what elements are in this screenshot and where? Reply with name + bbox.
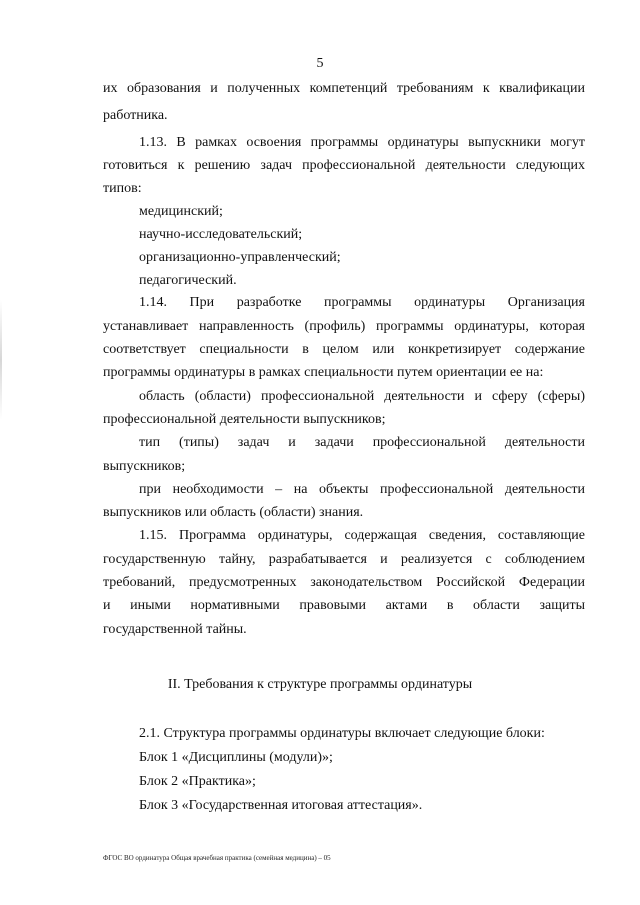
list-item: педагогический.	[139, 273, 237, 288]
text-line: тип (типы) задач и задачи профессиональной деятельности	[139, 435, 585, 450]
text-line: и иными нормативными правовыми актами в области защиты	[103, 598, 585, 613]
text-line: при необходимости – на объекты профессиональной деятельности	[139, 482, 585, 497]
text-line: требований, предусмотренных законодательством Российской Федерации	[103, 575, 585, 590]
text-line: профессиональной деятельности выпускников;	[103, 412, 386, 427]
list-item: медицинский;	[139, 204, 223, 219]
list-item: Блок 1 «Дисциплины (модули)»;	[139, 750, 333, 765]
text-line: программы ординатуры в рамках специальности путем ориентации ее на:	[103, 365, 544, 380]
text-line: 1.13. В рамках освоения программы ординатуры выпускники могут	[139, 135, 585, 150]
text-line: 2.1. Структура программы ординатуры включает следующие блоки:	[139, 726, 545, 741]
page-number: 5	[316, 56, 324, 71]
scan-edge-shadow	[0, 300, 2, 420]
section-heading: II. Требования к структуре программы ординатуры	[167, 677, 473, 692]
text-line: выпускников или область (области) знания.	[103, 505, 364, 520]
text-line: выпускников;	[103, 459, 186, 474]
text-line: государственной тайны.	[103, 622, 247, 637]
text-line: государственную тайну, разрабатывается и реализуется с соблюдением	[103, 552, 585, 567]
page-footer: ФГОС ВО ординатура Общая врачебная практика (семейная медицина) – 05	[103, 854, 331, 862]
text-line: их образования и полученных компетенций требованиям к квалификации	[103, 81, 585, 96]
text-line: работника.	[103, 108, 168, 123]
text-line: типов:	[103, 181, 142, 196]
list-item: организационно-управленческий;	[139, 250, 341, 265]
list-item: Блок 2 «Практика»;	[139, 774, 256, 789]
text-line: 1.14. При разработке программы ординатуры Организация	[139, 295, 585, 310]
list-item: научно-исследовательский;	[139, 227, 303, 242]
text-line: соответствует специальности в целом или конкретизирует содержание	[103, 342, 585, 357]
list-item: Блок 3 «Государственная итоговая аттестация».	[139, 798, 423, 813]
text-line: область (области) профессиональной деятельности и сферу (сферы)	[139, 389, 585, 404]
text-line: устанавливает направленность (профиль) программы ординатуры, которая	[103, 319, 585, 334]
text-line: 1.15. Программа ординатуры, содержащая сведения, составляющие	[139, 528, 585, 543]
text-line: готовиться к решению задач профессиональной деятельности следующих	[103, 158, 585, 173]
